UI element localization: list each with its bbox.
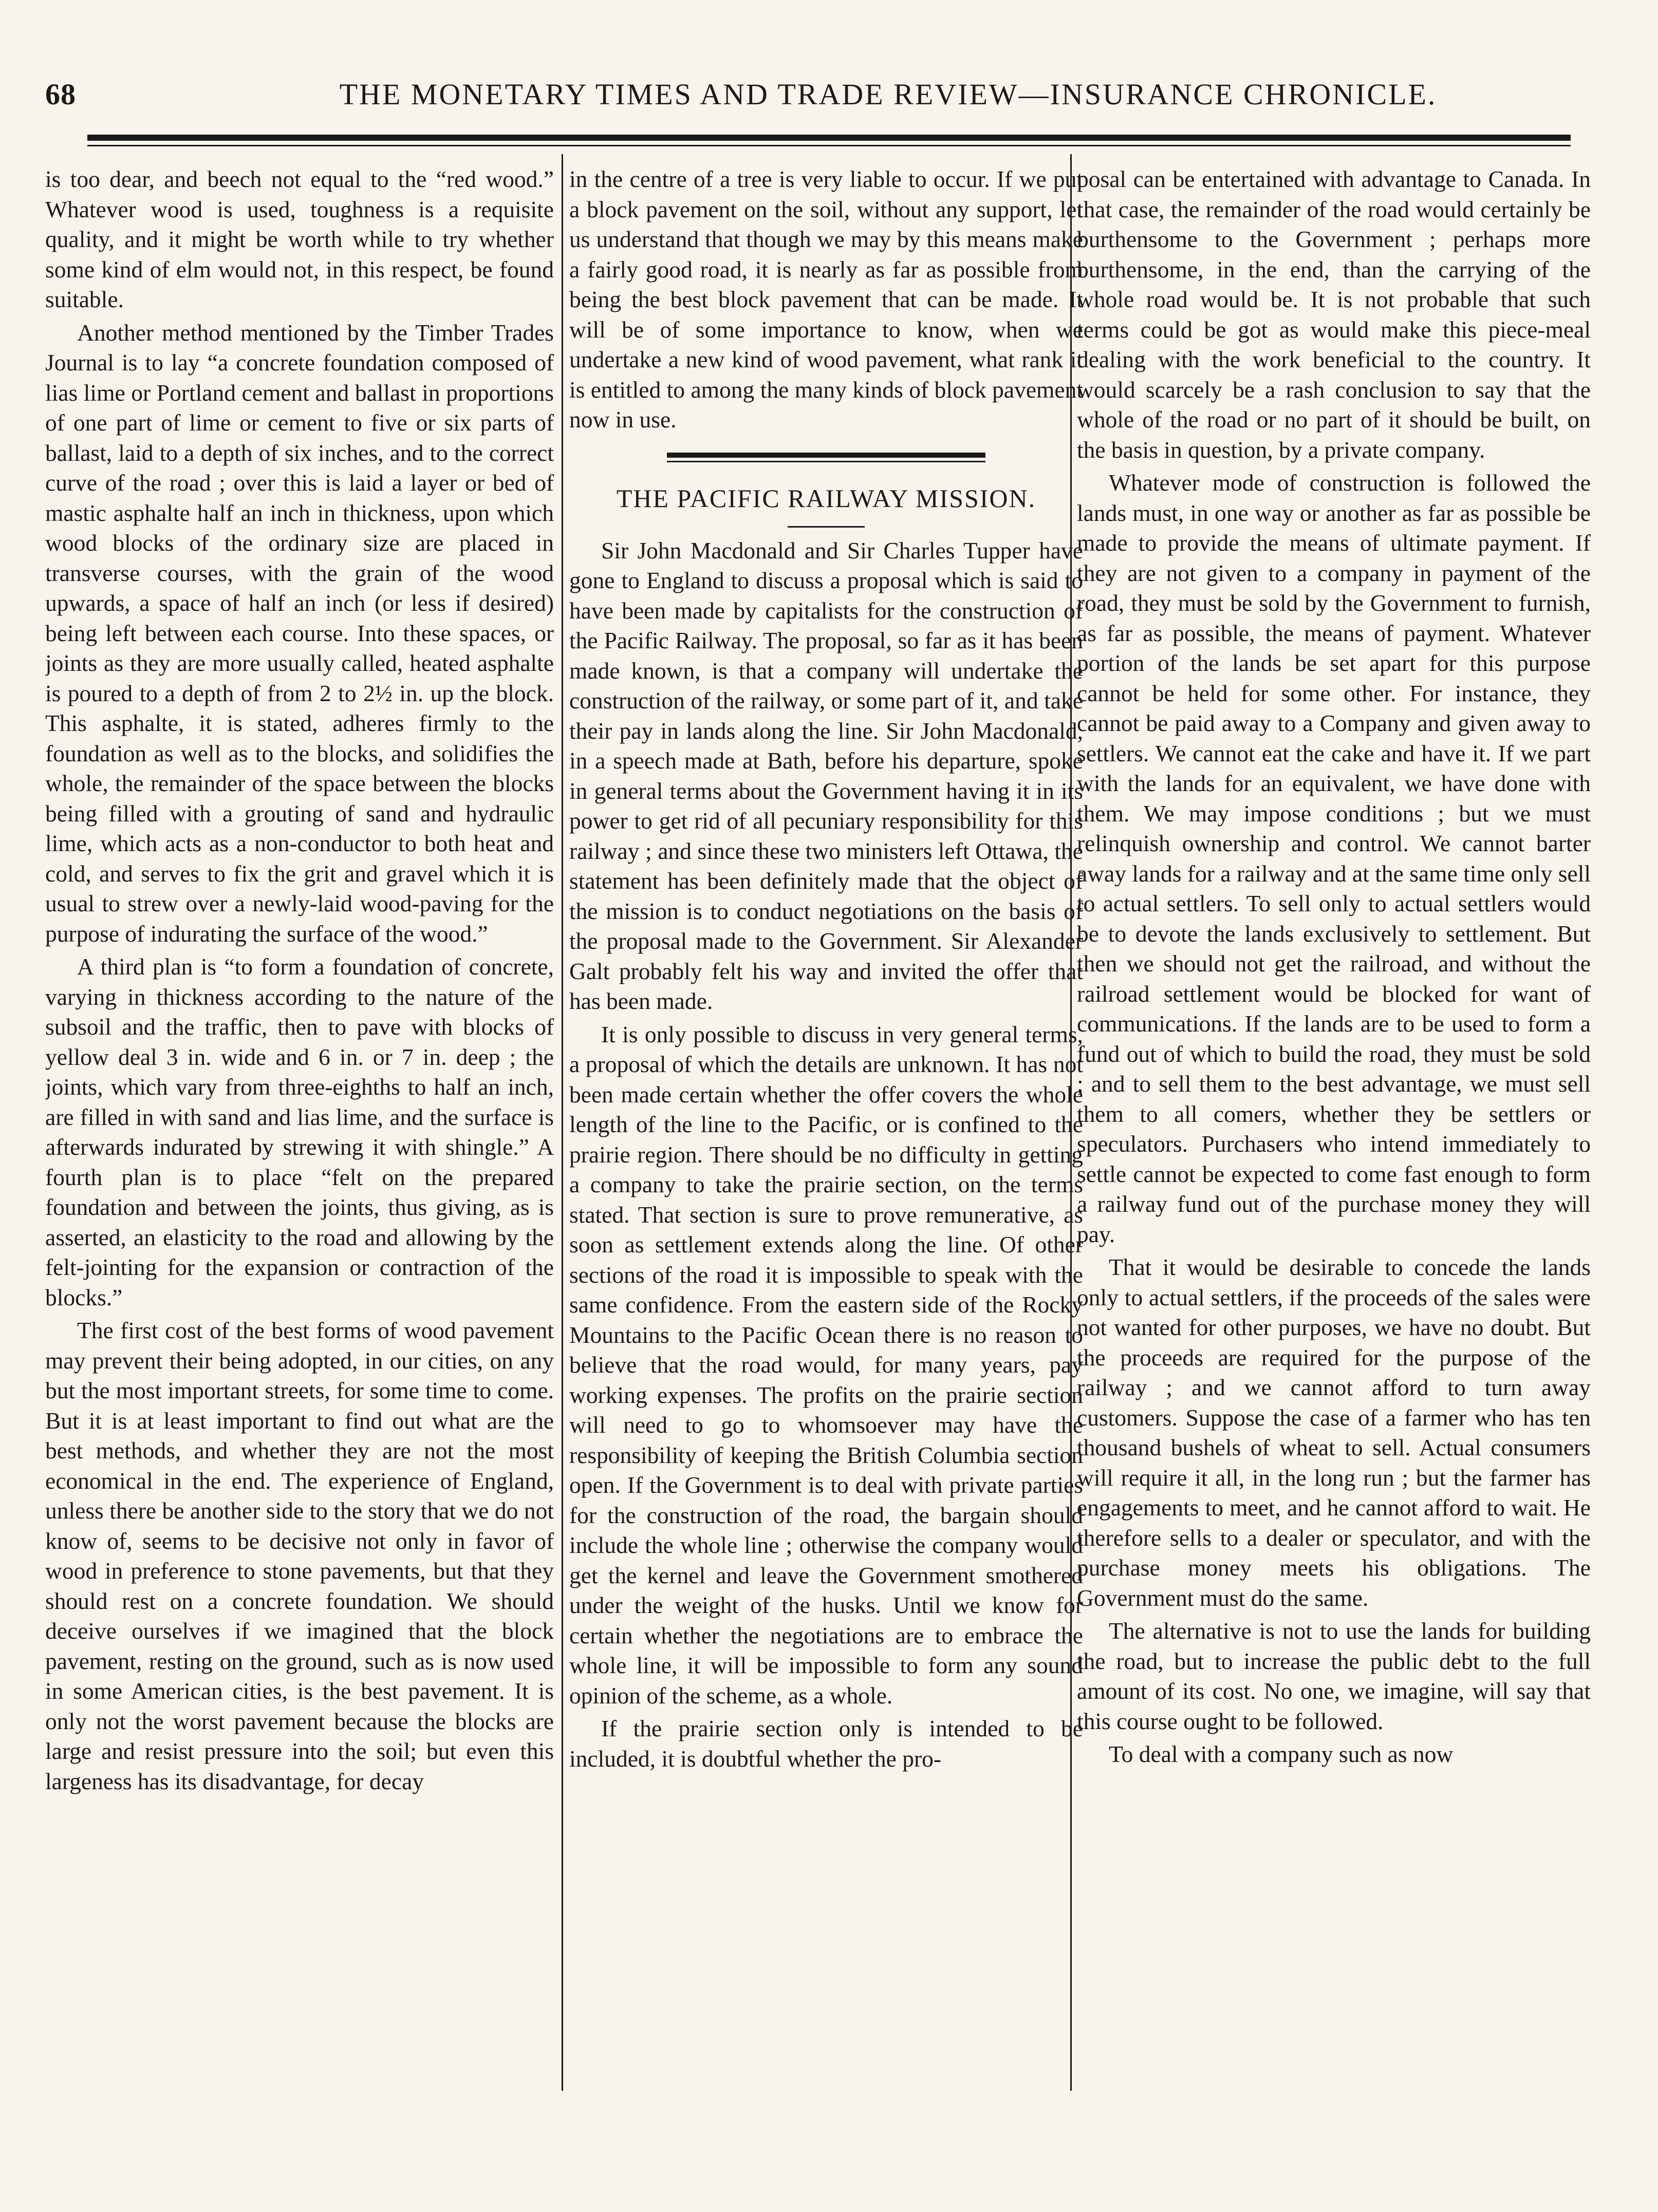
article-paragraph: Whatever mode of construction is followed the lands must, in one way or another as far as possible be made to provide the means of ultimate payment. If they are not given to a company in payment of the road, they must be sold by the Government to furnish, as far as possible, the means of payment. Whatever portion of the lands be set apart for this purpose cannot be held for some other. For instance, they cannot be paid away to a Company and given away to settlers. We cannot eat the cake and have it. If we part with the lands for an equivalent, we have done with them. We may impose conditions ; but we must relinquish ownership and control. We cannot barter away lands for a railway and at the same time only sell to actual settlers. To sell only to actual settlers would be to devote the lands exclusively to settlement. But then we should not get the railroad, and without the railroad settlement would be blocked for want of communications. If the lands are to be used to form a fund out of which to build the road, they must be sold ; and to sell them to the best advantage, we must sell them to all comers, whether they be settlers or speculators. Purchasers who intend immediately to settle cannot be expected to come fast enough to form a railway fund out of the purchase money they will pay. [1077,470,1591,1247]
column-3 [1077,164,1591,2168]
column-2 [569,164,1083,2168]
article-paragraph: Sir John Macdonald and Sir Charles Tupper have gone to England to discuss a proposal which is said to have been made by capitalists for the construction of the Pacific Railway. The proposal, so far as it has been made known, is that a company will undertake the construction of the railway, or some part of it, and take their pay in lands along the line. Sir John Macdonald, in a speech made at Bath, before his departure, spoke in general terms about the Government having it in its power to get rid of all pecuniary responsibility for this railway ; and since these two ministers left Ottawa, the statement has been definitely made that the object of the mission is to conduct negotiations on the basis of the proposal made to the Government. Sir Alexander Galt probably felt his way and invited the offer that has been made. [569,537,1083,1014]
section-separator-thin [667,461,985,462]
header-rule-thick [87,135,1571,141]
article-paragraph: posal can be entertained with advantage to Canada. In that case, the remainder of the road would certainly be burthensome to the Government ; perhaps more burthensome, in the end, than the carrying of the whole road would be. It is not probable that such terms could be got as would make this piece-meal dealing with the work beneficial to the country. It would scarcely be a rash conclusion to say that the whole of the road or no part of it should be built, on the basis in question, by a private company. [1077,166,1591,463]
page-header [45,77,1613,134]
page-number: 68 [45,78,76,111]
column-1 [45,164,554,2168]
article-paragraph: The first cost of the best forms of wood pavement may prevent their being adopted, in our cities, on any but the most important streets, for some time to come. But it is at least important to find out what are the best methods, and whether they are not the most economical in the end. The experience of England, unless there be another side to the story that we do not know of, seems to be decisive not only in favor of wood in preference to stone pavements, but that they should rest on a concrete foundation. We should deceive ourselves if we imagined that the block pavement, resting on the ground, such as is now used in some American cities, is the best pavement. It is only not the worst pavement because the blocks are large and resist pressure into the soil; but even this largeness has its disadvantage, for decay [45,1317,554,1794]
header-rule-thin [87,145,1571,146]
article-paragraph: To deal with a company such as now [1109,1741,1454,1767]
title-underline-rule [788,526,865,528]
masthead-title: THE MONETARY TIMES AND TRADE REVIEW—INSURANCE CHRONICLE. [339,78,1437,111]
column-divider [562,154,563,2091]
article-paragraph: It is only possible to discuss in very general terms, a proposal of which the details are unknown. It has not been made certain whether the offer covers the whole length of the line to the Pacific, or is confined to the prairie region. There should be no difficulty in getting a company to take the prairie section, on the terms stated. That section is sure to prove remunerative, as soon as settlement extends along the line. Of other sections of the road it is impossible to speak with the same confidence. From the eastern side of the Rocky Mountains to the Pacific Ocean there is no reason to believe that the road would, for many years, pay working expenses. The profits on the prairie section will need to go to whomsoever may have the responsibility of keeping the British Columbia section open. If the Government is to deal with private parties for the construction of the road, the bargain should include the whole line ; otherwise the company would get the kernel and leave the Government smothered under the weight of the husks. Until we know for certain whether the negotiations are to embrace the whole line, it will be impossible to form any sound opinion of the scheme, as a whole. [569,1021,1083,1709]
article-paragraph: A third plan is “to form a foundation of concrete, varying in thickness according to the nature of the subsoil and the traffic, then to pave with blocks of yellow deal 3 in. wide and 6 in. or 7 in. deep ; the joints, which vary from three-eighths to half an inch, are filled in with sand and lias lime, and the surface is afterwards indurated by strewing it with shingle.” A fourth plan is to place “felt on the prepared foundation and between the joints, thus giving, as is asserted, an elasticity to the road and allowing by the felt-jointing for the expansion or contraction of the blocks.” [45,953,554,1310]
article-paragraph: is too dear, and beech not equal to the “red wood.” Whatever wood is used, toughness is a requisite quality, and it might be worth while to try whether some kind of elm would not, in this respect, be found suitable. [45,166,554,312]
article-paragraph: If the prairie section only is intended to be included, it is doubtful whether the pro- [569,1715,1083,1772]
section-separator-thick [667,453,985,458]
article-paragraph: in the centre of a tree is very liable to occur. If we put a block pavement on the soil, without any support, let us understand that though we may by this means make a fairly good road, it is nearly as far as possible from being the best block pavement that can be made. It will be of some importance to know, when we undertake a new kind of wood pavement, what rank it is entitled to among the many kinds of block pavement now in use. [569,166,1083,433]
article-paragraph: Another method mentioned by the Timber Trades Journal is to lay “a concrete foundation composed of lias lime or Portland cement and ballast in proportions of one part of lime or cement to five or six parts of ballast, laid to a depth of six inches, and to the correct curve of the road ; over this is laid a layer or bed of mastic asphalte half an inch in thickness, upon which wood blocks of the ordinary size are placed in transverse courses, with the grain of the wood upwards, a space of half an inch (or less if desired) being left between each course. Into these spaces, or joints as they are more usually called, heated asphalte is poured to a depth of from 2 to 2½ in. up the block. This asphalte, it is stated, adheres firmly to the foundation as well as to the blocks, and solidifies the whole, the remainder of the space between the blocks being filled with a grouting of sand and hydraulic lime, which acts as a non-conductor to both heat and cold, and serves to fix the grit and gravel which it is usual to strew over a newly-laid wood-paving for the purpose of indurating the surface of the wood.” [45,319,554,947]
article-paragraph: The alternative is not to use the lands for building the road, but to increase the public debt to the full amount of its cost. No one, we imagine, will say that this course ought to be followed. [1077,1618,1591,1734]
article-paragraph: That it would be desirable to concede the lands only to actual settlers, if the proceeds of the sales were not wanted for other purposes, we have no doubt. But the proceeds are required for the purpose of the railway ; and we cannot afford to turn away customers. Suppose the case of a farmer who has ten thousand bushels of wheat to sell. Actual consumers will require it all, in the long run ; but the farmer has engagements to meet, and he cannot afford to wait. He therefore sells to a dealer or speculator, and with the purchase money meets his obligations. The Government must do the same. [1077,1254,1591,1611]
section-title: THE PACIFIC RAILWAY MISSION. [616,483,1036,513]
